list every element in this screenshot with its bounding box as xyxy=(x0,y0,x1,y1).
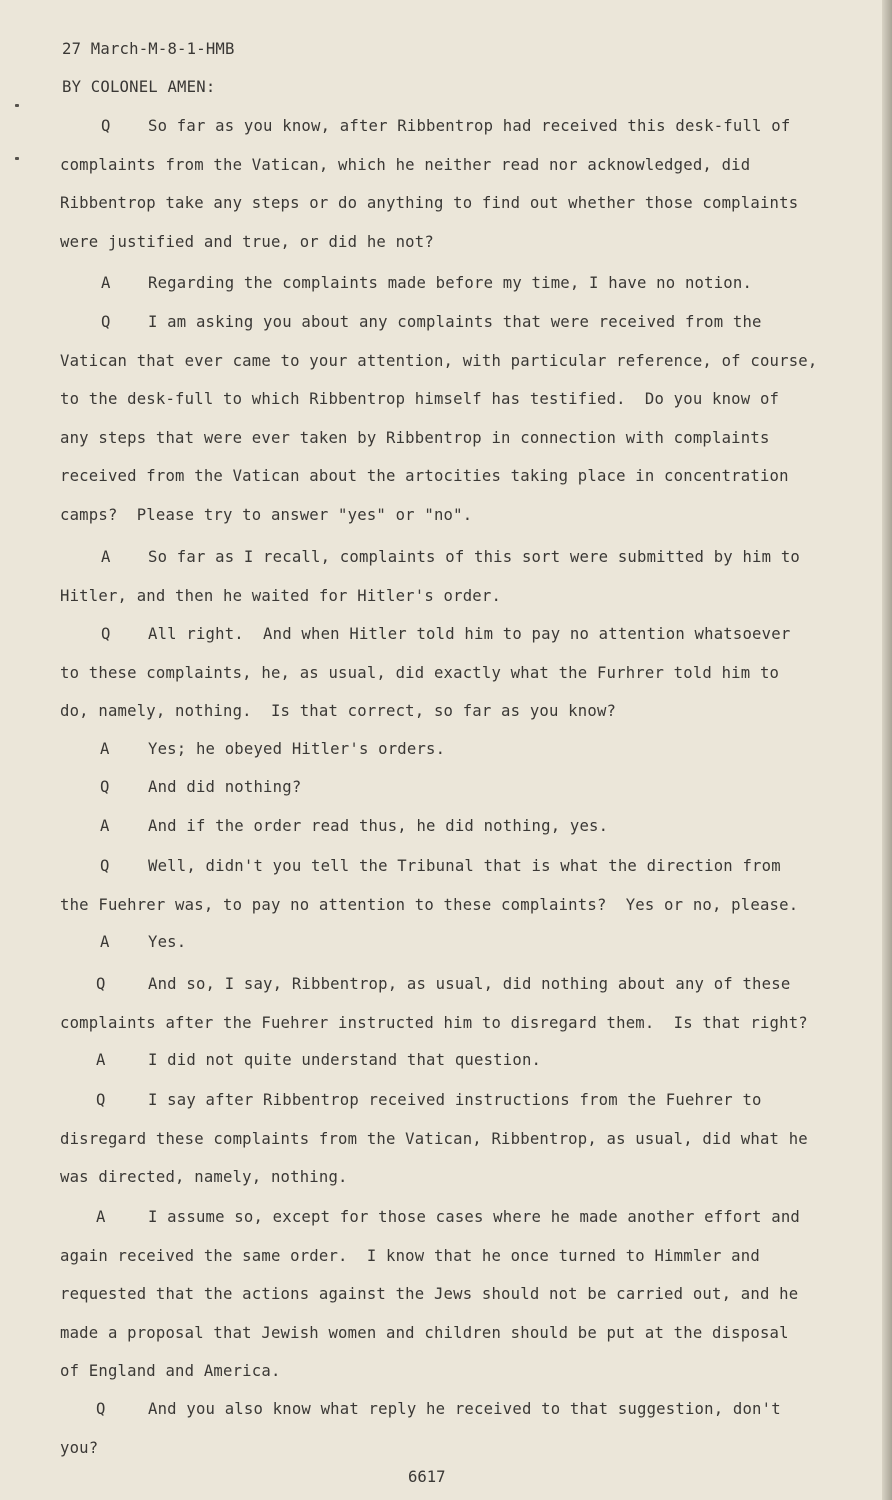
examiner-heading: BY COLONEL AMEN: xyxy=(62,78,216,96)
transcript-line: And you also know what reply he received to that suggestion, don't xyxy=(148,1400,781,1418)
answer-marker: A xyxy=(101,548,111,566)
transcript-line: any steps that were ever taken by Ribbentrop in connection with complaints xyxy=(60,428,770,447)
transcript-line: complaints from the Vatican, which he neither read nor acknowledged, did xyxy=(60,155,751,174)
question-marker: Q xyxy=(96,1091,106,1109)
answer-marker: A xyxy=(101,274,111,292)
transcript-line: Ribbentrop take any steps or do anything to find out whether those complaints xyxy=(60,194,799,212)
transcript-line: the Fuehrer was, to pay no attention to these complaints? Yes or no, please. xyxy=(60,895,799,914)
answer-marker: A xyxy=(100,933,110,951)
transcript-line: And did nothing? xyxy=(148,778,302,796)
question-marker: Q xyxy=(96,1400,106,1418)
answer-marker: A xyxy=(96,1051,106,1069)
transcript-line: you? xyxy=(60,1438,99,1457)
transcript-line: disregard these complaints from the Vatican, Ribbentrop, as usual, did what he xyxy=(60,1129,808,1148)
answer-marker: A xyxy=(96,1208,106,1226)
answer-marker: A xyxy=(100,740,110,758)
transcript-line: Well, didn't you tell the Tribunal that is what the direction from xyxy=(148,857,781,875)
transcript-line: Yes. xyxy=(148,933,187,951)
question-marker: Q xyxy=(101,117,111,135)
transcript-line: was directed, namely, nothing. xyxy=(60,1168,348,1186)
transcript-line: I am asking you about any complaints that were received from the xyxy=(148,313,762,331)
transcript-line: Regarding the complaints made before my time, I have no notion. xyxy=(148,274,753,292)
page-edge xyxy=(882,0,892,1500)
question-marker: Q xyxy=(101,313,111,331)
transcript-line: of England and America. xyxy=(60,1362,281,1380)
transcript-line: were justified and true, or did he not? xyxy=(60,232,434,251)
transcript-line: And if the order read thus, he did nothing, yes. xyxy=(148,817,609,835)
transcript-line: camps? Please try to answer "yes" or "no". xyxy=(60,505,473,524)
transcript-line: again received the same order. I know that he once turned to Himmler and xyxy=(60,1246,760,1265)
question-marker: Q xyxy=(96,975,106,993)
transcript-line: Vatican that ever came to your attention, with particular reference, of course, xyxy=(60,351,818,370)
transcript-line: So far as you know, after Ribbentrop had received this desk-full of xyxy=(148,117,791,135)
transcript-line: I assume so, except for those cases where he made another effort and xyxy=(148,1208,800,1226)
transcript-line: I did not quite understand that question. xyxy=(148,1051,542,1069)
transcript-line: Yes; he obeyed Hitler's orders. xyxy=(148,740,446,758)
transcript-line: received from the Vatican about the artocities taking place in concentration xyxy=(60,467,789,485)
transcript-line: And so, I say, Ribbentrop, as usual, did nothing about any of these xyxy=(148,975,791,993)
transcript-line: complaints after the Fuehrer instructed him to disregard them. Is that right? xyxy=(60,1013,808,1032)
transcript-line: So far as I recall, complaints of this sort were submitted by him to xyxy=(148,548,800,566)
transcript-reference: 27 March-M-8-1-HMB xyxy=(62,40,235,58)
transcript-line: to the desk-full to which Ribbentrop himself has testified. Do you know of xyxy=(60,390,780,408)
transcript-line: I say after Ribbentrop received instructions from the Fuehrer to xyxy=(148,1091,762,1109)
transcript-line: made a proposal that Jewish women and children should be put at the disposal xyxy=(60,1323,789,1342)
question-marker: Q xyxy=(100,778,110,796)
margin-mark xyxy=(15,157,19,160)
transcript-line: Hitler, and then he waited for Hitler's order. xyxy=(60,586,502,605)
margin-mark xyxy=(15,104,19,107)
transcript-line: to these complaints, he, as usual, did exactly what the Furhrer told him to xyxy=(60,663,780,682)
transcript-line: requested that the actions against the Jews should not be carried out, and he xyxy=(60,1285,799,1303)
question-marker: Q xyxy=(100,857,110,875)
answer-marker: A xyxy=(100,817,110,835)
transcript-line: do, namely, nothing. Is that correct, so far as you know? xyxy=(60,702,617,720)
transcript-line: All right. And when Hitler told him to pay no attention whatsoever xyxy=(148,625,791,643)
page-number: 6617 xyxy=(408,1468,446,1486)
question-marker: Q xyxy=(101,625,111,643)
